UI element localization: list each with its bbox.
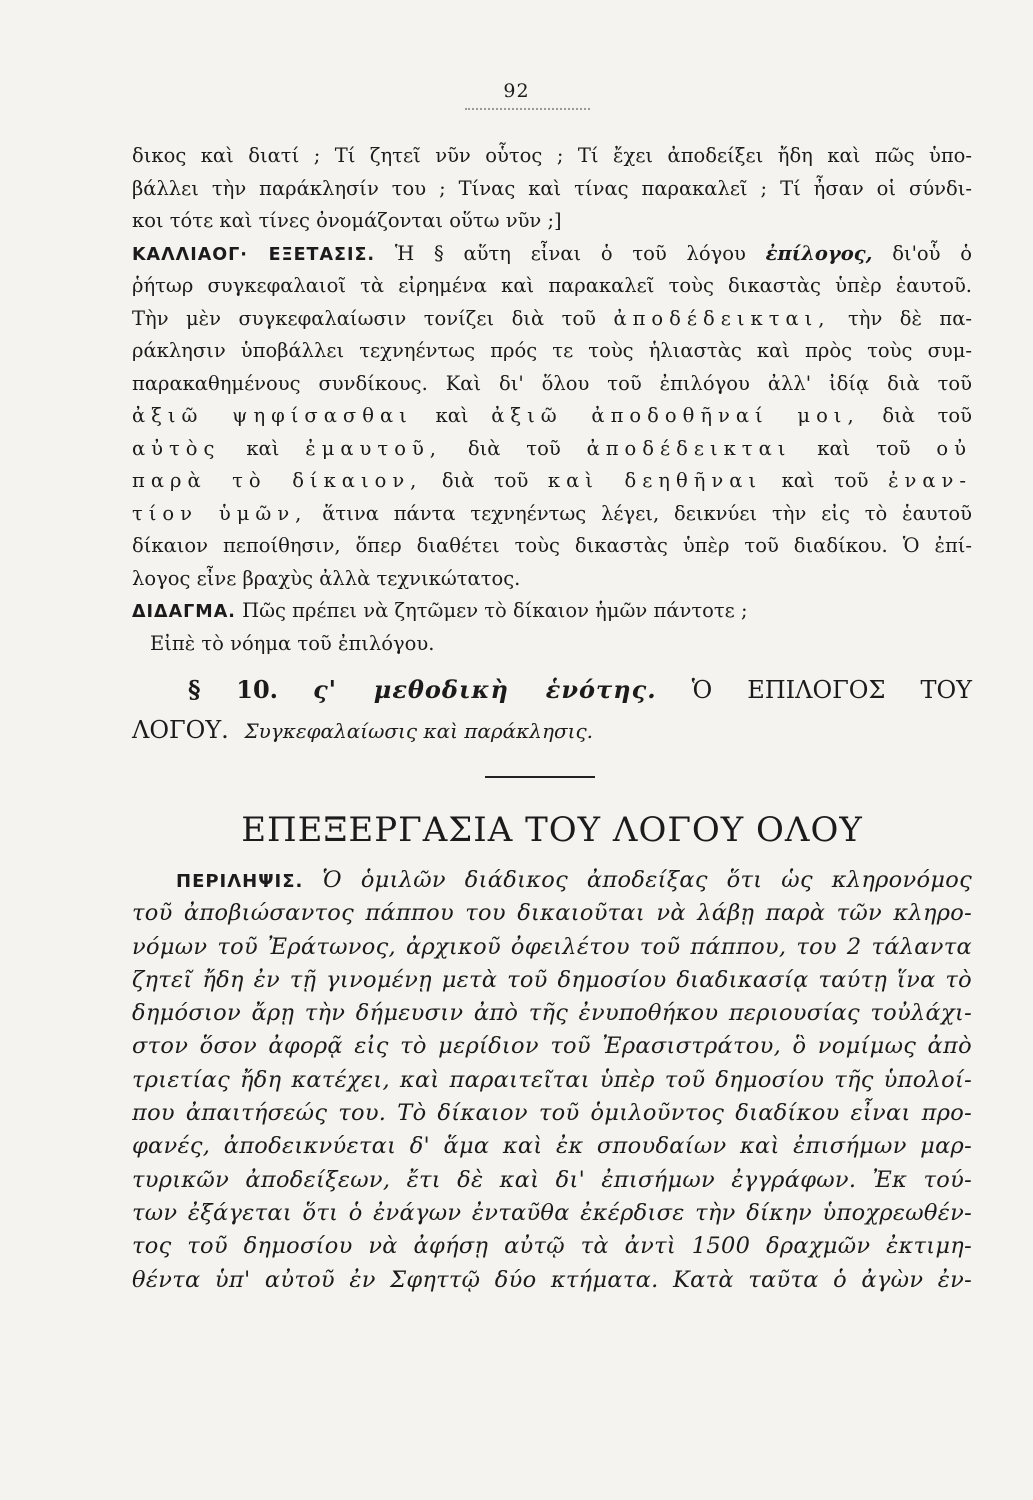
text-span: διὰ τοῦ <box>467 436 561 460</box>
text-line <box>132 400 972 433</box>
text-line: τυρικῶν ἀποδείξεων, ἔτι δὲ καὶ δι' ἐπισήμων ἐγγράφων. Ἐκ τού- <box>132 1166 972 1193</box>
text-span: διὰ τοῦ <box>882 404 972 427</box>
text-span: καὶ <box>246 436 280 460</box>
text-span: Ἡ § αὕτη εἶναι ὁ τοῦ λόγου <box>394 241 746 265</box>
text-line: κοι τότε καὶ τίνες ὀνομάζονται οὕτω νῦν ;] <box>132 209 562 232</box>
spaced-quote: οὐ <box>936 436 972 460</box>
examination-paragraph <box>132 238 972 596</box>
text-line: ζητεῖ ἤδη ἐν τῇ γινομένῃ μετὰ τοῦ δημοσίου διαδικασίᾳ ταύτῃ ἵνα τὸ <box>132 966 972 993</box>
text-line: βάλλει τὴν παράκλησίν του ; Τίνας καὶ τίνας παρακαλεῖ ; Τί ἦσαν οἱ σύνδι- <box>132 176 972 200</box>
spaced-quote: ἀξιῶ ψηφίσασθαι <box>132 404 413 427</box>
text-line <box>132 498 972 531</box>
text-span: καὶ <box>435 404 469 427</box>
spaced-quote: τίον ὑμῶν, <box>132 501 308 525</box>
examination-heading: ΚΑΛΛΙΑΟΓ· ΕΞΕΤΑΣΙΣ. <box>132 244 376 265</box>
page-number-rule <box>465 108 590 110</box>
spaced-quote: καὶ δεηθῆναι <box>547 469 763 492</box>
page-body <box>132 140 972 1297</box>
section-heading-line <box>132 710 972 750</box>
section-number: § 10. <box>188 675 279 704</box>
text-span: Τὴν μὲν συγκεφαλαίωσιν τονίζει διὰ τοῦ <box>132 306 596 330</box>
section-title: ς' μεθοδικὴ ἑνότης. <box>313 675 657 704</box>
text-line: των ἐξάγεται ὅτι ὁ ἐνάγων ἐνταῦθα ἐκέρδισε τὴν δίκην ὑποχρεωθέν- <box>132 1199 972 1226</box>
spaced-quote: ἀξιῶ ἀποδοθῆναί μοι, <box>491 404 860 427</box>
text-line: που ἀπαιτήσεώς του. Τὸ δίκαιον τοῦ ὁμιλοῦντος διαδίκου εἶναι προ- <box>132 1100 972 1127</box>
divider-rule <box>485 776 595 778</box>
opening-paragraph <box>132 140 972 238</box>
text-line <box>132 238 972 271</box>
text-line: ῥήτωρ συγκεφαλαιοῖ τὰ εἰρημένα καὶ παρακαλεῖ τοὺς δικαστὰς ὑπὲρ ἑαυτοῦ. <box>132 274 972 297</box>
text-span: καὶ τοῦ <box>817 436 911 460</box>
text-line: θέντα ὑπ' αὐτοῦ ἐν Σφηττῷ δύο κτήματα. Κατὰ ταῦτα ὁ ἀγὼν ἐν- <box>132 1266 972 1293</box>
text-span: Πῶς πρέπει νὰ ζητῶμεν τὸ δίκαιον ἡμῶν πάντοτε ; <box>242 599 748 622</box>
epilogos-term: ἐπίλογος, <box>765 241 873 265</box>
text-span: τὴν δὲ πα- <box>847 306 972 330</box>
text-line: στον ὅσον ἀφορᾷ εἰς τὸ μερίδιον τοῦ Ἐρασιστράτου, ὃ νομίμως ἀπὸ <box>132 1033 972 1060</box>
spaced-quote: ἐμαυτοῦ, <box>305 436 442 460</box>
spaced-quote: ἐναν- <box>888 469 972 492</box>
text-line <box>132 303 972 336</box>
section-heading-line <box>132 670 972 710</box>
text-span: διὰ τοῦ <box>441 469 529 492</box>
summary-heading: ΠΕΡΙΛΗΨΙΣ. <box>176 871 304 892</box>
text-line: τος τοῦ δημοσίου νὰ ἀφήσῃ αὐτῷ τὰ ἀντὶ 1500 δραχμῶν ἐκτιμη- <box>132 1233 972 1260</box>
text-line: φανές, ἀποδεικνύεται δ' ἅμα καὶ ἐκ σπουδαίων καὶ ἐπισήμων μαρ- <box>132 1133 972 1160</box>
text-line <box>132 595 972 628</box>
didagma-paragraph <box>132 595 972 660</box>
section-heading-text: ΛΟΓΟΥ. <box>132 716 229 744</box>
text-line: λογος εἶνε βραχὺς ἀλλὰ τεχνικώτατος. <box>132 566 521 590</box>
text-line: παρακαθημένους συνδίκους. Καὶ δι' ὅλου τοῦ ἐπιλόγου ἀλλ' ἰδίᾳ διὰ τοῦ <box>132 371 972 395</box>
text-line <box>132 864 972 897</box>
text-span: Ὁ ὁμιλῶν διάδικος ἀποδείξας ὅτι ὡς κληρονόμος <box>322 867 972 893</box>
text-line: τριετίας ἤδη κατέχει, καὶ παραιτεῖται ὑπὲρ τοῦ δημοσίου τῆς ὑπολοί- <box>132 1066 972 1093</box>
spaced-quote: παρὰ τὸ δίκαιον, <box>132 469 423 492</box>
spaced-quote: ἀποδέδεικται, <box>613 306 831 330</box>
summary-paragraph <box>132 864 972 1297</box>
main-title: ΕΠΕΞΕΡΓΑΣΙΑ ΤΟΥ ΛΟΓΟΥ ΟΛΟΥ <box>241 810 863 850</box>
section-heading-text: Ὁ ΕΠΙΛΟΓΟΣ ΤΟΥ <box>691 676 972 704</box>
text-span: δι'οὗ ὁ <box>892 241 972 265</box>
text-span: καὶ τοῦ <box>781 469 869 492</box>
spaced-quote: ἀποδέδεικται <box>586 436 792 460</box>
didagma-heading: ΔΙΔΑΓΜΑ. <box>132 602 236 622</box>
section-subtitle: Συγκεφαλαίωσις καὶ παράκλησις. <box>244 719 594 743</box>
text-line: ράκλησιν ὑποβάλλει τεχνηέντως πρός τε τοὺς ἡλιαστὰς καὶ πρὸς τοὺς συμ- <box>132 339 972 362</box>
text-line: δικος καὶ διατί ; Τί ζητεῖ νῦν οὗτος ; Τί ἔχει ἀποδείξει ἤδη καὶ πῶς ὑπο- <box>132 144 972 167</box>
text-line: Εἰπὲ τὸ νόημα τοῦ ἐπιλόγου. <box>150 631 435 655</box>
text-span: ἅτινα πάντα τεχνηέντως λέγει, δεικνύει τὴν εἰς τὸ ἑαυτοῦ <box>322 501 972 525</box>
text-line: δημόσιον ἄρῃ τὴν δήμευσιν ἀπὸ τῆς ἐνυποθήκου περιουσίας τοὐλάχι- <box>132 1000 972 1027</box>
text-line: νόμων τοῦ Ἐράτωνος, ἀρχικοῦ ὀφειλέτου τοῦ πάππου, του 2 τάλαντα <box>132 933 972 960</box>
spaced-quote: αὐτὸς <box>132 436 221 460</box>
text-line: δίκαιον πεποίθησιν, ὅπερ διαθέτει τοὺς δικαστὰς ὑπὲρ τοῦ διαδίκου. Ὁ ἐπί- <box>132 534 972 557</box>
page-number: 92 <box>503 80 530 102</box>
section-heading <box>132 670 972 750</box>
text-line: τοῦ ἀποβιώσαντος πάππου του δικαιοῦται νὰ λάβῃ παρὰ τῶν κληρο- <box>132 900 972 927</box>
text-line <box>132 433 972 466</box>
text-line <box>132 465 972 498</box>
